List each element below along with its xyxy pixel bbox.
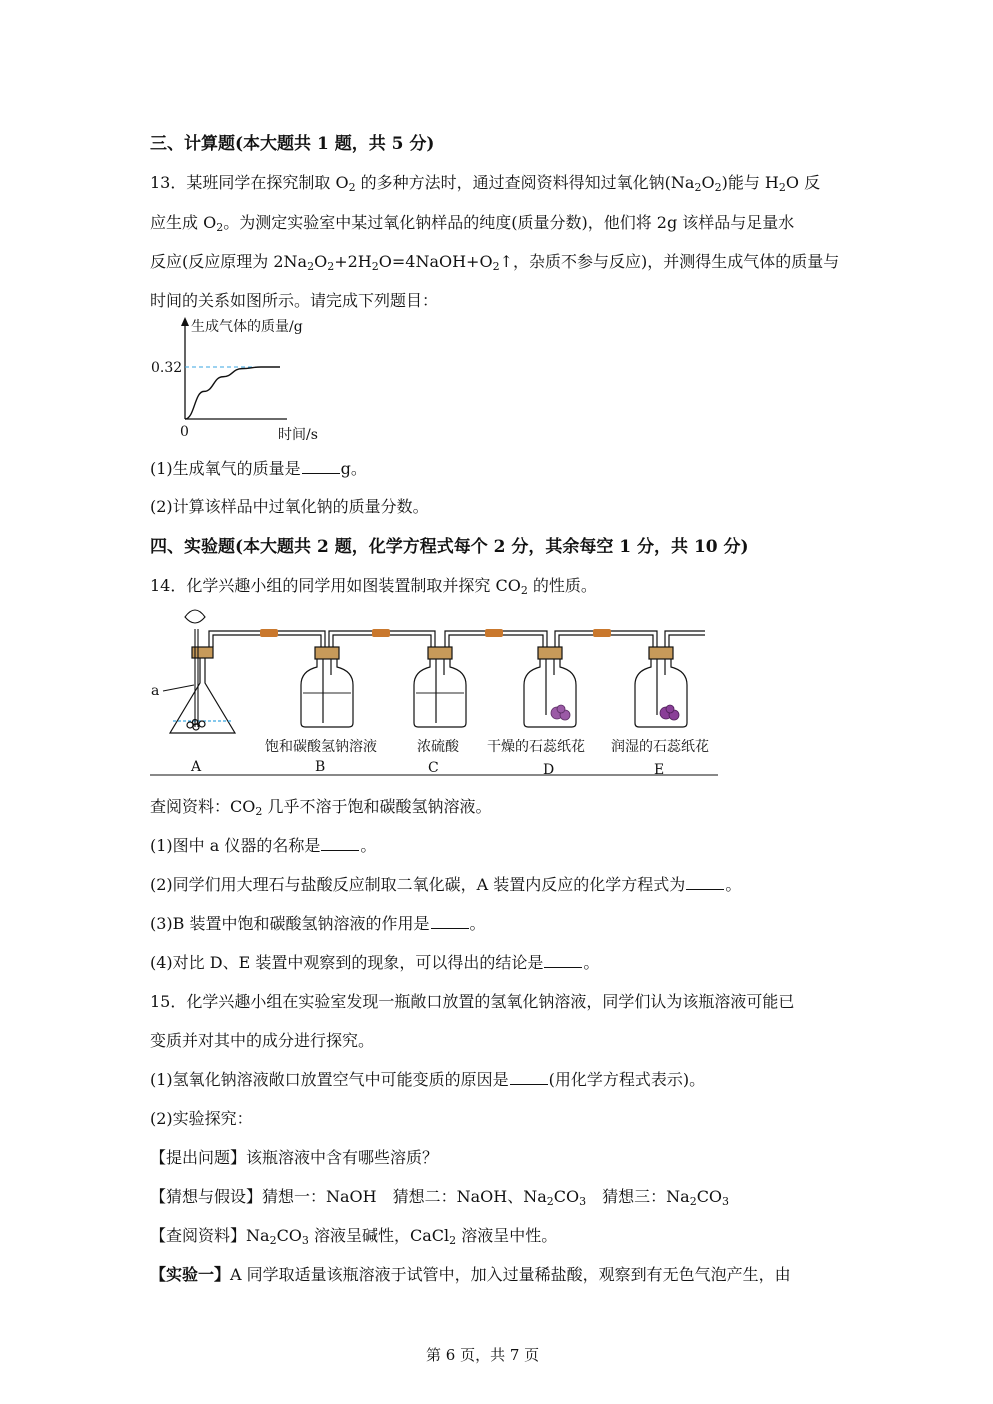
label-B-desc: 饱和碳酸氢钠溶液 — [265, 739, 377, 755]
answer-blank[interactable] — [321, 836, 359, 851]
answer-blank[interactable] — [686, 875, 724, 890]
apparatus-diagram — [145, 605, 725, 780]
label-E-desc: 润湿的石蕊纸花 — [611, 739, 709, 755]
q13-line2: 应生成 $O_2$。为测定实验室中某过氧化钠样品的纯度(质量分数)，他们将 2g 该样品与足量水 — [150, 213, 795, 234]
label-E: E — [654, 762, 665, 778]
answer-blank[interactable] — [510, 1070, 548, 1085]
q15-part2: (2)实验探究： — [150, 1109, 253, 1128]
q14-intro: 14．化学兴趣小组的同学用如图装置制取并探究 $CO_2$ 的性质。 — [150, 576, 597, 597]
label-a-pointer — [163, 685, 194, 691]
label-a: a — [151, 683, 160, 699]
hose-clip-1 — [260, 629, 278, 637]
q14-part2: (2)同学们用大理石与盐酸反应制取二氧化碳，A 装置内反应的化学方程式为 。 — [150, 875, 742, 894]
answer-blank[interactable] — [302, 459, 340, 474]
label-C-desc: 浓硫酸 — [417, 739, 459, 755]
answer-blank[interactable] — [431, 914, 469, 929]
answer-blank[interactable] — [544, 953, 582, 968]
hose-clip-3 — [485, 629, 503, 637]
q14-part4: (4)对比 D、E 装置中观察到的现象，可以得出的结论是 。 — [150, 953, 600, 972]
origin-label: 0 — [180, 424, 189, 440]
gas-mass-chart — [145, 315, 345, 445]
flask-A — [170, 647, 235, 733]
bottle-B — [301, 647, 353, 727]
long-neck-funnel — [185, 610, 205, 727]
label-D-desc: 干燥的石蕊纸花 — [487, 739, 585, 755]
q13-line3: 反应(反应原理为 $2Na_2O_2+2H_2O=4NaOH+O_2↑$，杂质不参与反应)，并测得生成气体的质量与 — [150, 252, 840, 273]
y-axis-arrow — [181, 317, 189, 326]
connecting-tubes — [209, 631, 705, 651]
section-3-heading: 三、计算题(本大题共 1 题，共 5 分) — [150, 134, 435, 154]
q15-line1: 15．化学兴趣小组在实验室发现一瓶敞口放置的氢氧化钠溶液，同学们认为该瓶溶液可能已 — [150, 992, 795, 1011]
label-B: B — [315, 759, 326, 775]
q13-line1: 13．某班同学在探究制取 $O_2$ 的多种方法时，通过查阅资料得知过氧化钠$(Na_2O_2)$能与 $H_2O$ 反 — [150, 173, 821, 194]
q15-references: 【查阅资料】$Na_2CO_3$ 溶液呈碱性，CaCl$_2$ 溶液呈中性。 — [150, 1226, 558, 1247]
y-axis-label: 生成气体的质量/g — [191, 319, 303, 335]
label-A: A — [191, 759, 202, 775]
q14-info: 查阅资料：$CO_2$ 几乎不溶于饱和碳酸氢钠溶液。 — [150, 797, 492, 818]
series-line — [185, 367, 280, 419]
q15-hypotheses: 【猜想与假设】猜想一：NaOH 猜想二：NaOH、$Na_2CO_3$ 猜想三：$Na_2CO_3$ — [150, 1187, 730, 1208]
q13-part2: (2)计算该样品中过氧化钠的质量分数。 — [150, 497, 429, 516]
y-tick-label: 0.32 — [151, 360, 183, 376]
q15-part1: (1)氢氧化钠溶液敞口放置空气中可能变质的原因是 (用化学方程式表示)。 — [150, 1070, 706, 1089]
section-4-heading: 四、实验题(本大题共 2 题，化学方程式每个 2 分，其余每空 1 分，共 10 分) — [150, 537, 749, 557]
label-D: D — [543, 762, 555, 778]
label-C: C — [428, 760, 439, 776]
q15-experiment1: 【实验一】A 同学取适量该瓶溶液于试管中，加入过量稀盐酸，观察到有无色气泡产生，由 — [150, 1265, 791, 1284]
flower-E — [660, 705, 679, 720]
q13-part1: (1)生成氧气的质量是 g。 — [150, 459, 367, 478]
hose-clip-4 — [593, 629, 611, 637]
q15-question: 【提出问题】该瓶溶液中含有哪些溶质？ — [150, 1148, 439, 1167]
hose-clip-2 — [372, 629, 390, 637]
page-footer: 第 6 页，共 7 页 — [426, 1346, 540, 1364]
x-axis-label: 时间/s — [278, 427, 318, 443]
bottle-C — [414, 647, 466, 727]
q14-part3: (3)B 装置中饱和碳酸氢钠溶液的作用是 。 — [150, 914, 486, 933]
q13-line4: 时间的关系如图所示。请完成下列题目： — [150, 291, 439, 310]
q15-line2: 变质并对其中的成分进行探究。 — [150, 1031, 375, 1050]
flower-D — [551, 705, 570, 720]
q14-part1: (1)图中 a 仪器的名称是 。 — [150, 836, 377, 855]
